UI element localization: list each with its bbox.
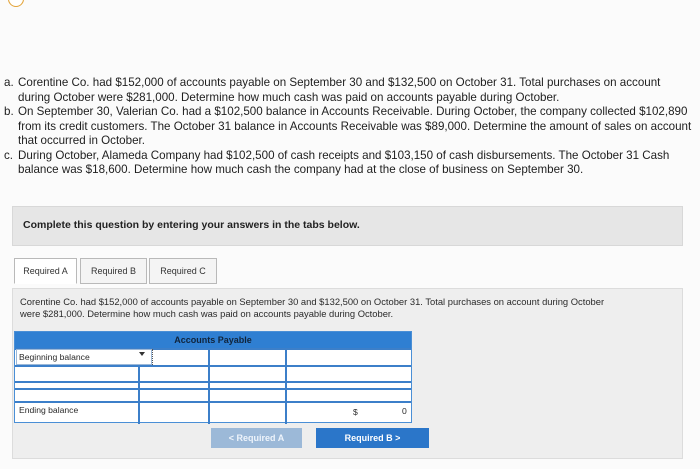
tab-required-a[interactable]: Required A xyxy=(14,258,77,284)
problem-part-b xyxy=(4,105,694,149)
problem-statement xyxy=(4,76,694,178)
instructions-text: Complete this question by entering your answers in the tabs below. xyxy=(23,219,360,231)
tab-required-c[interactable]: Required C xyxy=(149,258,217,284)
ending-debit-input[interactable] xyxy=(140,403,208,423)
problem-part-a xyxy=(4,76,694,105)
row-2-credit-input[interactable] xyxy=(287,367,409,380)
currency-symbol: $ xyxy=(353,407,358,417)
instructions-banner xyxy=(12,206,683,246)
row-divider xyxy=(15,401,411,403)
problem-b-text: On September 30, Valerian Co. had a $102,500 balance in Accounts Receivable. During October, the company collected $102,890 from its credit customers. The October 31 balance in Accounts Receivable was $89,000. Determine the amount of sales on account that occurred in October. xyxy=(18,105,692,147)
row-2-label-input[interactable] xyxy=(17,367,137,380)
credit-label-input[interactable] xyxy=(210,350,285,364)
ending-balance-value: 0 xyxy=(402,406,407,416)
problem-part-c xyxy=(4,149,694,178)
problem-b-label: b. xyxy=(4,105,14,118)
row-divider xyxy=(15,388,411,390)
credit-amount-input[interactable] xyxy=(287,350,409,364)
problem-c-text: During October, Alameda Company had $102,500 of cash receipts and $103,150 of cash disbursements. The October 31 Cash balance was $18,600. Determine how much cash the company had at the close of business on September 30. xyxy=(18,148,670,176)
tab-required-b[interactable]: Required B xyxy=(80,258,147,284)
panel-question-text: Corentine Co. had $152,000 of accounts payable on September 30 and $132,500 on October 31. Total purchases on account during October were $281,000. Determine how much cash was paid on accounts payable during October. xyxy=(20,296,605,319)
alert-icon xyxy=(8,0,24,7)
next-required-b-button[interactable]: Required B > xyxy=(316,428,429,448)
t-account-title: Accounts Payable xyxy=(15,332,411,348)
row-divider xyxy=(15,381,411,383)
prev-required-a-button[interactable]: < Required A xyxy=(211,428,302,448)
problem-c-label: c. xyxy=(4,148,14,162)
debit-amount-input[interactable] xyxy=(140,350,208,364)
row-2-debit-input[interactable] xyxy=(140,367,208,380)
problem-a-label: a. xyxy=(4,76,14,89)
t-account-table xyxy=(14,331,412,423)
ending-balance-label: Ending balance xyxy=(19,405,79,415)
row-2-credit-label-input[interactable] xyxy=(210,367,285,380)
beginning-balance-label: Beginning balance xyxy=(19,352,90,362)
problem-a-text: Corentine Co. had $152,000 of accounts payable on September 30 and $132,500 on October 31. Total purchases on account during October were $281,000. Determine how much cash was paid on accounts payable during October. xyxy=(18,76,661,104)
